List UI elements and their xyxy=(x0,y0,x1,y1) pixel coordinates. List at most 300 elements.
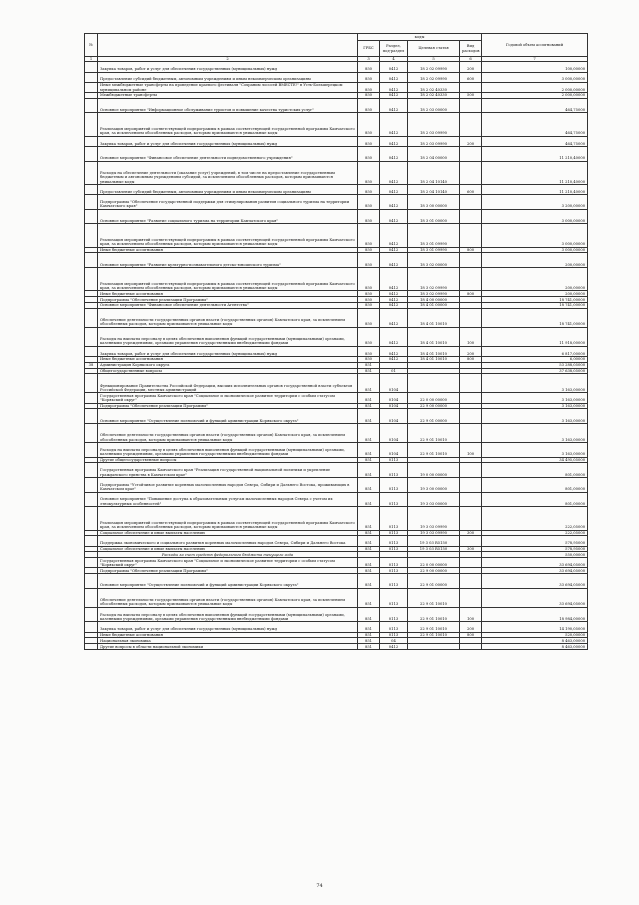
row-amount: 34 495,05000 xyxy=(482,457,588,463)
row-expense-type xyxy=(460,113,482,136)
row-amount: 11 210,40000 xyxy=(482,146,588,161)
table-row xyxy=(85,492,588,507)
row-amount: 3 163,00000 xyxy=(482,424,588,443)
row-expense-type: 600 xyxy=(460,72,482,82)
row-grbs: 850 xyxy=(358,146,380,161)
row-name: Иные бюджетные ассигнования xyxy=(98,291,358,297)
row-target-article: 19 0 00 00000 xyxy=(408,463,460,478)
row-amount: 801,00000 xyxy=(482,478,588,493)
row-expense-type xyxy=(460,644,482,650)
row-name: Основное мероприятие "Развитие культурно-познавательного детско-юношеского туризма" xyxy=(98,253,358,268)
row-grbs: 851 xyxy=(358,607,380,622)
row-expense-type xyxy=(460,393,482,403)
row-grbs: 851 xyxy=(358,443,380,458)
row-name: Социальное обеспечение и иные выплаты населению xyxy=(98,546,358,552)
row-target-article: 18 2 02 09990 xyxy=(408,72,460,82)
row-target-article: 18 2 03 09990 xyxy=(408,136,460,146)
row-number xyxy=(85,308,98,327)
col-number-3: 3 xyxy=(358,57,380,62)
row-name: Обеспечение деятельности государственных органов власти (государственных органов) Камчатского края, за исключением обособленных расходов, которым присваиваются уникальные коды xyxy=(98,588,358,607)
row-number xyxy=(85,161,98,184)
row-name: Обеспечение деятельности государственных органов власти (государственных органов) Камчатского края, за исключением обособленных расходов, которым присваиваются уникальные коды xyxy=(98,424,358,443)
col-number-7: 7 xyxy=(482,57,588,62)
row-amount: 14 190,05000 xyxy=(482,622,588,632)
row-number xyxy=(85,346,98,356)
row-razdel: 0412 xyxy=(380,247,408,253)
row-expense-type xyxy=(460,478,482,493)
row-number xyxy=(85,424,98,443)
row-expense-type: 300 xyxy=(460,546,482,552)
row-name: Межбюджетные трансферты xyxy=(98,92,358,98)
table-row xyxy=(85,209,588,224)
table-row xyxy=(85,574,588,589)
row-amount: 11 918,00000 xyxy=(482,327,588,346)
row-expense-type xyxy=(460,195,482,210)
row-target-article xyxy=(408,644,460,650)
row-target-article: 22 0 00 00000 xyxy=(408,393,460,403)
table-row xyxy=(85,72,588,82)
row-target-article: 22 9 00 00000 xyxy=(408,403,460,409)
row-amount: 3 163,00000 xyxy=(482,393,588,403)
row-expense-type xyxy=(460,253,482,268)
table-row xyxy=(85,346,588,356)
row-amount: 3 000,00000 xyxy=(482,209,588,224)
row-name: Закупка товаров, работ и услуг для обеспечения государственных (муниципальных) нужд xyxy=(98,136,358,146)
row-target-article: 18 3 01 09990 xyxy=(408,224,460,247)
col-number-2: 2 xyxy=(98,57,358,62)
row-number xyxy=(85,72,98,82)
row-razdel: 0113 xyxy=(380,622,408,632)
row-amount: 53 288,05000 xyxy=(482,362,588,368)
row-expense-type xyxy=(460,574,482,589)
table-row xyxy=(85,98,588,113)
row-name: Расходы на выплаты персоналу в целях обеспечения выполнения функций государственными (муниципальными) органами, казенными учреждениями, органами управления государственными внебюджетными фондами xyxy=(98,443,358,458)
table-row xyxy=(85,136,588,146)
row-name: Реализация мероприятий соответствующей подпрограммы в рамках соответствующей государственной программы Камчатского края, за исключением обособленных расходов, которым присваиваются уникальные коды xyxy=(98,113,358,136)
row-name: Реализация мероприятий соответствующей подпрограммы в рамках соответствующей государственной программы Камчатского края, за исключением обособленных расходов, которым присваиваются уникальные коды xyxy=(98,268,358,291)
row-razdel: 0113 xyxy=(380,632,408,638)
col-number-1: 1 xyxy=(85,57,98,62)
row-razdel: 0412 xyxy=(380,82,408,92)
row-amount: 18 984,00000 xyxy=(482,607,588,622)
row-grbs: 850 xyxy=(358,303,380,309)
row-amount: 3 000,00000 xyxy=(482,224,588,247)
table-row xyxy=(85,146,588,161)
row-target-article: 18 4 00 00000 xyxy=(408,297,460,303)
row-number xyxy=(85,209,98,224)
row-target-article: 18 2 04 10140 xyxy=(408,161,460,184)
table-row xyxy=(85,327,588,346)
row-name: Основное мероприятие "Информационное обслуживание туристов и повышение качества туристских услуг" xyxy=(98,98,358,113)
row-expense-type xyxy=(460,224,482,247)
row-grbs: 851 xyxy=(358,362,380,368)
row-target-article xyxy=(408,374,460,393)
row-number xyxy=(85,536,98,546)
row-amount: 200,00000 xyxy=(482,253,588,268)
row-target-article: 22 9 01 10010 xyxy=(408,607,460,622)
row-expense-type: 300 xyxy=(460,530,482,536)
row-grbs: 851 xyxy=(358,463,380,478)
row-razdel: 0412 xyxy=(380,72,408,82)
row-grbs: 850 xyxy=(358,224,380,247)
row-target-article: 22 9 01 10010 xyxy=(408,424,460,443)
row-amount: 3 163,00000 xyxy=(482,409,588,424)
row-razdel: 0412 xyxy=(380,357,408,363)
row-expense-type: 100 xyxy=(460,327,482,346)
row-expense-type xyxy=(460,588,482,607)
row-grbs: 851 xyxy=(358,644,380,650)
row-target-article: 18 4 01 10010 xyxy=(408,308,460,327)
row-number xyxy=(85,146,98,161)
row-name: Закупка товаров, работ и услуг для обеспечения государственных (муниципальных) нужд xyxy=(98,346,358,356)
header-kody: коды xyxy=(358,34,482,41)
row-grbs: 850 xyxy=(358,184,380,194)
table-row xyxy=(85,463,588,478)
row-number xyxy=(85,82,98,92)
row-razdel: 0104 xyxy=(380,374,408,393)
row-razdel: 0412 xyxy=(380,346,408,356)
row-razdel: 0113 xyxy=(380,492,408,507)
row-razdel: 0412 xyxy=(380,161,408,184)
row-name: Государственная программа Камчатского края "Реализация государственной национальной политики и укрепление гражданского единства в Камчатском крае" xyxy=(98,463,358,478)
row-razdel: 0113 xyxy=(380,457,408,463)
row-grbs: 851 xyxy=(358,632,380,638)
row-grbs: 851 xyxy=(358,403,380,409)
row-number xyxy=(85,393,98,403)
row-name: Закупка товаров, работ и услуг для обеспечения государственных (муниципальных) нужд xyxy=(98,622,358,632)
row-razdel: 0412 xyxy=(380,291,408,297)
row-number: 38 xyxy=(85,362,98,368)
col-number-6: 6 xyxy=(460,57,482,62)
row-razdel: 0113 xyxy=(380,530,408,536)
table-row xyxy=(85,82,588,92)
row-number xyxy=(85,62,98,72)
row-grbs: 850 xyxy=(358,98,380,113)
row-name: Национальная экономика xyxy=(98,638,358,644)
table-row xyxy=(85,478,588,493)
row-amount: 578,95000 xyxy=(482,546,588,552)
row-amount: 33 694,05000 xyxy=(482,588,588,607)
row-expense-type: 100 xyxy=(460,443,482,458)
table-row xyxy=(85,607,588,622)
row-target-article: 19 3 00 00000 xyxy=(408,478,460,493)
row-razdel: 0113 xyxy=(380,536,408,546)
row-expense-type xyxy=(460,98,482,113)
row-grbs: 851 xyxy=(358,546,380,552)
row-amount: 2 000,00000 xyxy=(482,82,588,92)
row-expense-type: 200 xyxy=(460,62,482,72)
row-target-article: 18 3 00 00000 xyxy=(408,195,460,210)
row-amount: 200,00000 xyxy=(482,268,588,291)
table-row xyxy=(85,536,588,546)
table-row xyxy=(85,588,588,607)
row-name: Поддержка экономического и социального развития коренных малочисленных народов Севера, Сибири и Дальнего Востока xyxy=(98,536,358,546)
row-name: Реализация мероприятий соответствующей подпрограммы в рамках соответствующей государственной программы Камчатского края, за исключением обособленных расходов, которым присваиваются уникальные коды xyxy=(98,224,358,247)
col-number-4: 4 xyxy=(380,57,408,62)
table-row xyxy=(85,558,588,568)
table-row xyxy=(85,443,588,458)
row-expense-type xyxy=(460,268,482,291)
row-razdel: 04 xyxy=(380,638,408,644)
row-amount: 222,05000 xyxy=(482,507,588,530)
row-expense-type xyxy=(460,146,482,161)
row-grbs: 851 xyxy=(358,568,380,574)
row-target-article: 22 9 01 00000 xyxy=(408,409,460,424)
row-expense-type xyxy=(460,409,482,424)
row-target-article: 22 9 00 00000 xyxy=(408,568,460,574)
row-razdel: 0412 xyxy=(380,98,408,113)
row-target-article: 18 2 02 09990 xyxy=(408,62,460,72)
row-target-article: 18 3 02 00000 xyxy=(408,253,460,268)
row-target-article: 22 9 01 00000 xyxy=(408,574,460,589)
row-number xyxy=(85,492,98,507)
row-name: Основное мероприятие "Финансовое обеспечение деятельности Агентства" xyxy=(98,303,358,309)
row-name: Подпрограмма "Обеспечение реализации Программы" xyxy=(98,297,358,303)
row-razdel: 0412 xyxy=(380,113,408,136)
row-razdel: 0412 xyxy=(380,146,408,161)
row-amount: 801,00000 xyxy=(482,463,588,478)
header-cs: Целевая статья xyxy=(408,41,460,57)
row-amount: 3 200,00000 xyxy=(482,195,588,210)
row-grbs: 850 xyxy=(358,291,380,297)
row-expense-type xyxy=(460,209,482,224)
row-razdel: 0412 xyxy=(380,92,408,98)
row-number xyxy=(85,507,98,530)
row-amount: 3 000,00000 xyxy=(482,247,588,253)
table-row xyxy=(85,268,588,291)
row-number xyxy=(85,607,98,622)
row-grbs: 850 xyxy=(358,297,380,303)
header-razdel: Раздел, под-раздел xyxy=(380,41,408,57)
row-expense-type xyxy=(460,424,482,443)
table-row xyxy=(85,507,588,530)
row-name: Другие общегосударственные вопросы xyxy=(98,457,358,463)
header-num: № xyxy=(85,34,98,57)
row-amount: 18 741,00000 xyxy=(482,303,588,309)
row-target-article: 19 3 03 R5150 xyxy=(408,536,460,546)
row-razdel: 0104 xyxy=(380,424,408,443)
row-grbs: 851 xyxy=(358,409,380,424)
row-target-article: 18 4 01 10010 xyxy=(408,327,460,346)
row-expense-type: 200 xyxy=(460,136,482,146)
row-amount: 200,00000 xyxy=(482,291,588,297)
row-expense-type xyxy=(460,536,482,546)
table-row xyxy=(85,308,588,327)
row-amount: 520,00000 xyxy=(482,632,588,638)
row-target-article: 18 2 04 10140 xyxy=(408,184,460,194)
row-amount: 464,75000 xyxy=(482,98,588,113)
row-target-article: 18 2 04 00000 xyxy=(408,146,460,161)
row-expense-type: 500 xyxy=(460,92,482,98)
row-target-article: 22 0 00 00000 xyxy=(408,558,460,568)
col-number-5: 5 xyxy=(408,57,460,62)
row-expense-type: 200 xyxy=(460,622,482,632)
row-target-article: 18 2 02 40330 xyxy=(408,92,460,98)
table-row xyxy=(85,161,588,184)
row-amount: 464,75000 xyxy=(482,113,588,136)
row-target-article: 19 3 03 00000 xyxy=(408,492,460,507)
row-expense-type xyxy=(460,161,482,184)
row-grbs: 850 xyxy=(358,136,380,146)
row-name: Подпрограмма "Обеспечение государственной поддержки для стимулирования развития социального туризма на территории Камчатского края" xyxy=(98,195,358,210)
row-amount: 100,00000 xyxy=(482,62,588,72)
row-razdel: 0113 xyxy=(380,463,408,478)
row-number xyxy=(85,113,98,136)
row-amount: 3 163,00000 xyxy=(482,403,588,409)
row-target-article: 22 9 01 10010 xyxy=(408,588,460,607)
row-name: Основное мероприятие "Развитие социального туризма на территории Камчатского края" xyxy=(98,209,358,224)
row-expense-type: 800 xyxy=(460,357,482,363)
row-grbs: 850 xyxy=(358,253,380,268)
row-target-article: 18 2 02 40330 xyxy=(408,82,460,92)
row-target-article: 18 4 01 10010 xyxy=(408,357,460,363)
row-razdel: 0412 xyxy=(380,297,408,303)
row-grbs: 850 xyxy=(358,308,380,327)
row-razdel: 0113 xyxy=(380,546,408,552)
row-grbs: 851 xyxy=(358,424,380,443)
row-name: Закупка товаров, работ и услуг для обеспечения государственных (муниципальных) нужд xyxy=(98,62,358,72)
row-razdel: 0113 xyxy=(380,574,408,589)
header-sum: Годовой объем ассигнований xyxy=(482,34,588,57)
row-grbs: 850 xyxy=(358,195,380,210)
row-expense-type xyxy=(460,492,482,507)
row-grbs: 850 xyxy=(358,62,380,72)
row-expense-type: 800 xyxy=(460,247,482,253)
row-grbs: 851 xyxy=(358,368,380,374)
row-name: Общегосударственные вопросы xyxy=(98,368,358,374)
row-expense-type xyxy=(460,558,482,568)
table-row xyxy=(85,113,588,136)
row-amount: 11 210,40000 xyxy=(482,184,588,194)
row-expense-type xyxy=(460,374,482,393)
row-expense-type xyxy=(460,463,482,478)
row-number xyxy=(85,136,98,146)
table-row xyxy=(85,62,588,72)
row-grbs: 850 xyxy=(358,82,380,92)
header-grbs: ГРБС xyxy=(358,41,380,57)
row-amount: 578,95000 xyxy=(482,536,588,546)
row-target-article: 18 3 02 09990 xyxy=(408,268,460,291)
row-grbs: 850 xyxy=(358,327,380,346)
table-row xyxy=(85,424,588,443)
row-name: Подпрограмма "Обеспечение реализации Программы" xyxy=(98,403,358,409)
row-name: Основное мероприятие "Финансовое обеспечение деятельности подведомственного учреждения" xyxy=(98,146,358,161)
row-amount: 33 694,05000 xyxy=(482,558,588,568)
row-number xyxy=(85,327,98,346)
row-number xyxy=(85,268,98,291)
row-amount: 8 463,00000 xyxy=(482,644,588,650)
table-row xyxy=(85,224,588,247)
row-name: Иные бюджетные ассигнования xyxy=(98,247,358,253)
row-grbs: 850 xyxy=(358,161,380,184)
row-name: Основное мероприятие "Повышение доступа к образовательным услугам малочисленных народов Севера с учетом их этнокультурных особенностей" xyxy=(98,492,358,507)
row-expense-type: 200 xyxy=(460,346,482,356)
row-razdel: 0412 xyxy=(380,184,408,194)
row-target-article: 22 9 01 10010 xyxy=(408,622,460,632)
row-name: Другие вопросы в области национальной экономики xyxy=(98,644,358,650)
row-expense-type xyxy=(460,507,482,530)
row-target-article: 22 9 01 10010 xyxy=(408,632,460,638)
row-name: Предоставление субсидий бюджетным, автономным учреждениям и иным некоммерческим организациям xyxy=(98,72,358,82)
row-target-article: 18 4 01 00000 xyxy=(408,303,460,309)
row-number xyxy=(85,98,98,113)
row-target-article: 18 2 03 00000 xyxy=(408,98,460,113)
row-razdel: 0113 xyxy=(380,588,408,607)
row-amount: 33 694,05000 xyxy=(482,568,588,574)
header-name xyxy=(98,34,358,57)
table-row xyxy=(85,644,588,650)
table-row xyxy=(85,253,588,268)
table-row xyxy=(85,622,588,632)
row-razdel: 0412 xyxy=(380,224,408,247)
header-vr: Вид расходов xyxy=(460,41,482,57)
row-name: Иные бюджетные ассигнования xyxy=(98,357,358,363)
row-number xyxy=(85,443,98,458)
row-razdel: 0412 xyxy=(380,303,408,309)
row-target-article: 19 3 03 09990 xyxy=(408,507,460,530)
row-name: Предоставление субсидий бюджетным, автономным учреждениям и иным некоммерческим организациям xyxy=(98,184,358,194)
row-name: Подпрограмма "Устойчивое развитие коренных малочисленных народов Севера, Сибири и Дальнего Востока, проживающих в Камчатском крае" xyxy=(98,478,358,493)
row-razdel: 0104 xyxy=(380,403,408,409)
row-name: Государственная программа Камчатского края "Социальное и экономическое развитие территории с особым статусом "Корякский округ" xyxy=(98,558,358,568)
row-grbs: 850 xyxy=(358,268,380,291)
row-amount: 11 210,40000 xyxy=(482,161,588,184)
row-name: Расходы на выплаты персоналу в целях обеспечения выполнения функций государственными (муниципальными) органами, казенными учреждениями, органами управления государственными внебюджетными фондами xyxy=(98,607,358,622)
row-number xyxy=(85,622,98,632)
row-grbs: 850 xyxy=(358,113,380,136)
row-name: Государственная программа Камчатского края "Социальное и экономическое развитие территории с особым статусом "Корякский округ" xyxy=(98,393,358,403)
row-grbs: 851 xyxy=(358,558,380,568)
row-target-article: 19 3 03 09990 xyxy=(408,530,460,536)
row-amount: 18 741,00000 xyxy=(482,297,588,303)
row-razdel: 0104 xyxy=(380,393,408,403)
row-number xyxy=(85,478,98,493)
row-amount: 18 741,00000 xyxy=(482,308,588,327)
row-name: Основное мероприятие "Осуществление полномочий и функций администрации Корякского округа" xyxy=(98,574,358,589)
row-amount: 464,75000 xyxy=(482,136,588,146)
row-name: Социальное обеспечение и иные выплаты населению xyxy=(98,530,358,536)
row-amount: 6 817,00000 xyxy=(482,346,588,356)
row-razdel: 0412 xyxy=(380,209,408,224)
row-razdel: 01 xyxy=(380,368,408,374)
row-amount: 3 163,00000 xyxy=(482,443,588,458)
table-row xyxy=(85,393,588,403)
row-name: Иные межбюджетные трансферты на проведение краевого фестиваля "Сохраним лососей ВМЕСТЕ!" в Усть-Большерецком муниципальном районе xyxy=(98,82,358,92)
row-number xyxy=(85,409,98,424)
row-target-article: 18 3 02 09990 xyxy=(408,291,460,297)
row-razdel: 0412 xyxy=(380,327,408,346)
row-grbs: 851 xyxy=(358,457,380,463)
row-expense-type: 600 xyxy=(460,184,482,194)
row-number xyxy=(85,574,98,589)
row-target-article: 18 4 01 10010 xyxy=(408,346,460,356)
row-expense-type: 800 xyxy=(460,291,482,297)
row-grbs: 851 xyxy=(358,492,380,507)
row-grbs: 851 xyxy=(358,622,380,632)
row-target-article: 18 2 03 09990 xyxy=(408,113,460,136)
table-row xyxy=(85,409,588,424)
row-amount: 222,05000 xyxy=(482,530,588,536)
row-grbs: 850 xyxy=(358,346,380,356)
row-number xyxy=(85,644,98,650)
row-number xyxy=(85,588,98,607)
row-razdel: 0412 xyxy=(380,136,408,146)
row-name: Функционирование Правительства Российской Федерации, высших исполнительных органов государственной власти субъектов Российской Федерации, местных администраций xyxy=(98,374,358,393)
row-amount: 33 694,05000 xyxy=(482,574,588,589)
row-razdel: 0412 xyxy=(380,195,408,210)
row-grbs: 851 xyxy=(358,478,380,493)
row-amount: 6,00000 xyxy=(482,357,588,363)
